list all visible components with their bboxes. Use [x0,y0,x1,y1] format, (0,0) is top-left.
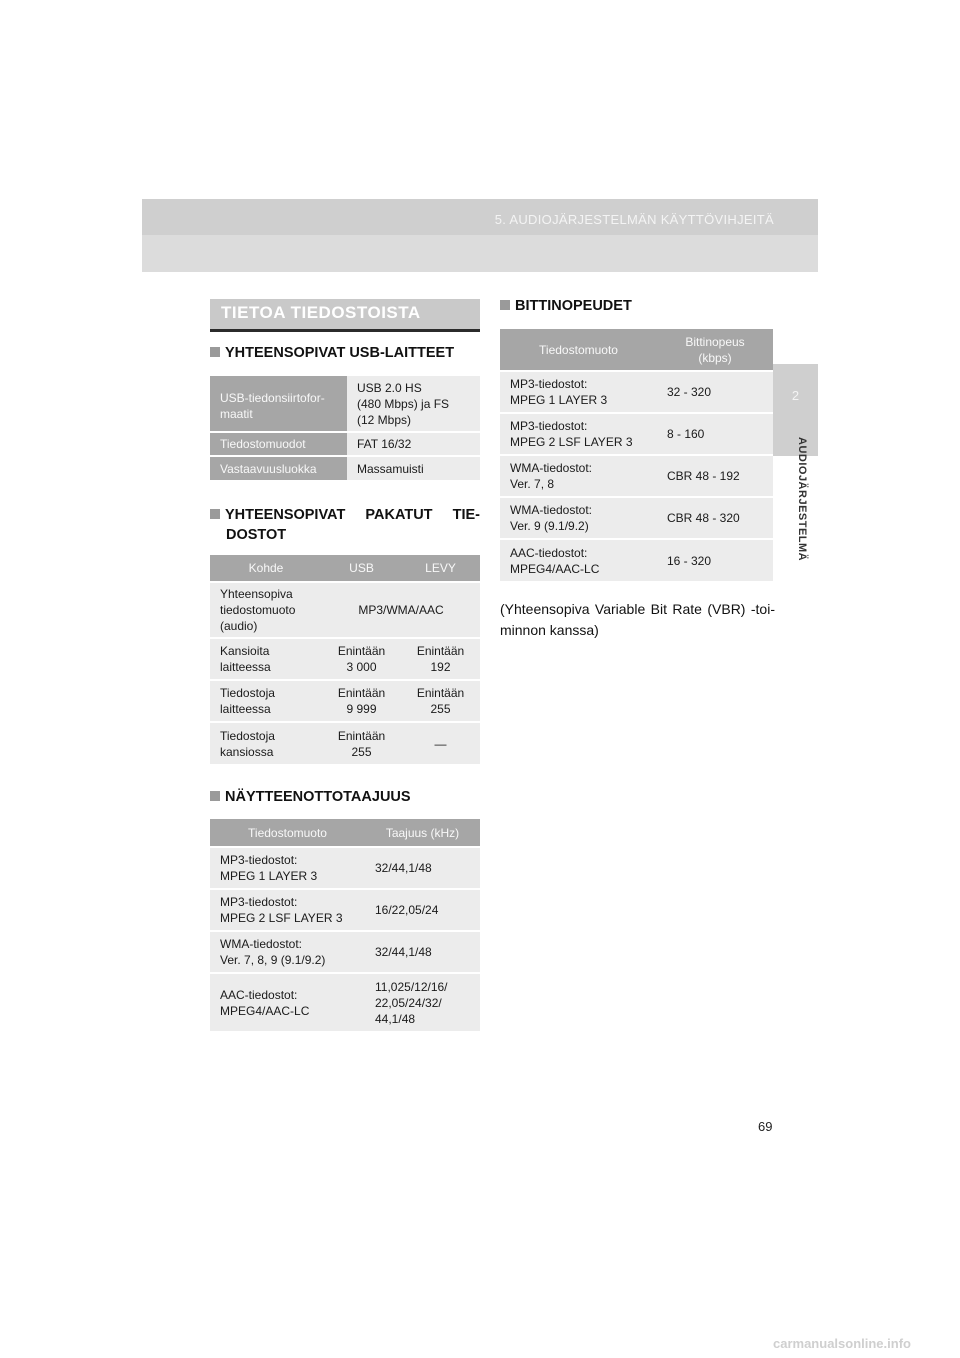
table-row [210,973,480,1031]
table-row [210,889,480,931]
bullet-square-icon [210,509,220,519]
bitrates-heading: BITTINOPEUDET [500,296,632,316]
column-header-kohde: Kohde [210,555,322,582]
usb-label-filesystem: Tiedostomuodot [210,432,347,456]
cell-format: MP3-tiedostot: MPEG 2 LSF LAYER 3 [500,413,657,455]
cell-bitrate: 8 - 160 [657,413,773,455]
table-row [210,638,480,680]
table-row [210,931,480,973]
table-row [500,413,773,455]
table-row [210,376,480,432]
cell-bitrate: CBR 48 - 192 [657,455,773,497]
running-header [142,199,818,272]
cell-frequency: 11,025/12/16/ 22,05/24/32/ 44,1/48 [365,973,480,1031]
table-header-row [500,329,773,371]
cell-item: Yhteensopiva tiedostomuoto (audio) [210,582,322,638]
cell-format: MP3-tiedostot: MPEG 1 LAYER 3 [210,847,365,889]
column-header-format: Tiedostomuoto [500,329,657,371]
bitrates-table [500,329,773,581]
chapter-tab-label: AUDIOJÄRJESTELMÄ [796,437,808,562]
column-header-format: Tiedostomuoto [210,819,365,847]
bullet-square-icon [210,791,220,801]
cell-format: WMA-tiedostot: Ver. 9 (9.1/9.2) [500,497,657,539]
cell-format: AAC-tiedostot: MPEG4/AAC-LC [500,539,657,581]
header-strip [142,235,818,272]
table-row [210,847,480,889]
table-row [500,371,773,413]
table-row [500,497,773,539]
compressed-files-table [210,555,480,764]
table-row [210,680,480,722]
vbr-note [500,599,775,641]
usb-label-class: Vastaavuusluokka [210,456,347,480]
cell-format: AAC-tiedostot: MPEG4/AAC-LC [210,973,365,1031]
table-header-row [210,819,480,847]
table-row [500,539,773,581]
cell-frequency: 32/44,1/48 [365,847,480,889]
cell-usb: Enintään 3 000 [322,638,401,680]
cell-bitrate: 16 - 320 [657,539,773,581]
table-row [210,582,480,638]
column-header-levy: LEVY [401,555,480,582]
cell-levy: Enintään 255 [401,680,480,722]
cell-item: Kansioita laitteessa [210,638,322,680]
sampling-table [210,819,480,1031]
vbr-note-line1: (Yhteensopiva Variable Bit Rate (VBR) -toi- [500,601,775,617]
usb-devices-table [210,376,480,480]
cell-item: Tiedostoja laitteessa [210,680,322,722]
table-header-row [210,555,480,582]
section-header [210,299,480,332]
compressed-files-heading-line2: DOSTOT [226,527,287,543]
bullet-square-icon [500,300,510,310]
cell-format: MP3-tiedostot: MPEG 1 LAYER 3 [500,371,657,413]
sampling-heading: NÄYTTEENOTTOTAAJUUS [210,787,411,807]
compressed-files-heading-line1: YHTEENSOPIVAT PAKATUT TIE- [210,505,480,525]
cell-frequency: 32/44,1/48 [365,931,480,973]
vbr-note-line2: minnon kanssa) [500,622,599,638]
watermark: carmanualsonline.info [773,1336,911,1351]
section-title: TIETOA TIEDOSTOISTA [221,303,421,322]
column-header-bitrate: Bittinopeus (kbps) [657,329,773,371]
page-number: 69 [758,1119,773,1134]
cell-format-span: MP3/WMA/AAC [322,582,480,638]
cell-bitrate: CBR 48 - 320 [657,497,773,539]
table-row [210,456,480,480]
cell-usb: Enintään 255 [322,722,401,764]
usb-value-class: Massamuisti [347,456,480,480]
table-row [500,455,773,497]
column-header-frequency: Taajuus (kHz) [365,819,480,847]
cell-format: MP3-tiedostot: MPEG 2 LSF LAYER 3 [210,889,365,931]
chapter-title: 5. AUDIOJÄRJESTELMÄN KÄYTTÖVIHJEITÄ [494,212,774,227]
cell-bitrate: 32 - 320 [657,371,773,413]
usb-label-transfer: USB-tiedonsiirtofor- maatit [210,376,347,432]
usb-value-transfer: USB 2.0 HS (480 Mbps) ja FS (12 Mbps) [347,376,480,432]
cell-levy: — [401,722,480,764]
cell-format: WMA-tiedostot: Ver. 7, 8 [500,455,657,497]
usb-devices-heading: YHTEENSOPIVAT USB-LAITTEET [210,343,454,363]
cell-item: Tiedostoja kansiossa [210,722,322,764]
chapter-number: 2 [791,388,800,403]
cell-frequency: 16/22,05/24 [365,889,480,931]
cell-usb: Enintään 9 999 [322,680,401,722]
table-row [210,432,480,456]
table-row [210,722,480,764]
column-header-usb: USB [322,555,401,582]
cell-levy: Enintään 192 [401,638,480,680]
usb-value-filesystem: FAT 16/32 [347,432,480,456]
cell-format: WMA-tiedostot: Ver. 7, 8, 9 (9.1/9.2) [210,931,365,973]
bullet-square-icon [210,347,220,357]
